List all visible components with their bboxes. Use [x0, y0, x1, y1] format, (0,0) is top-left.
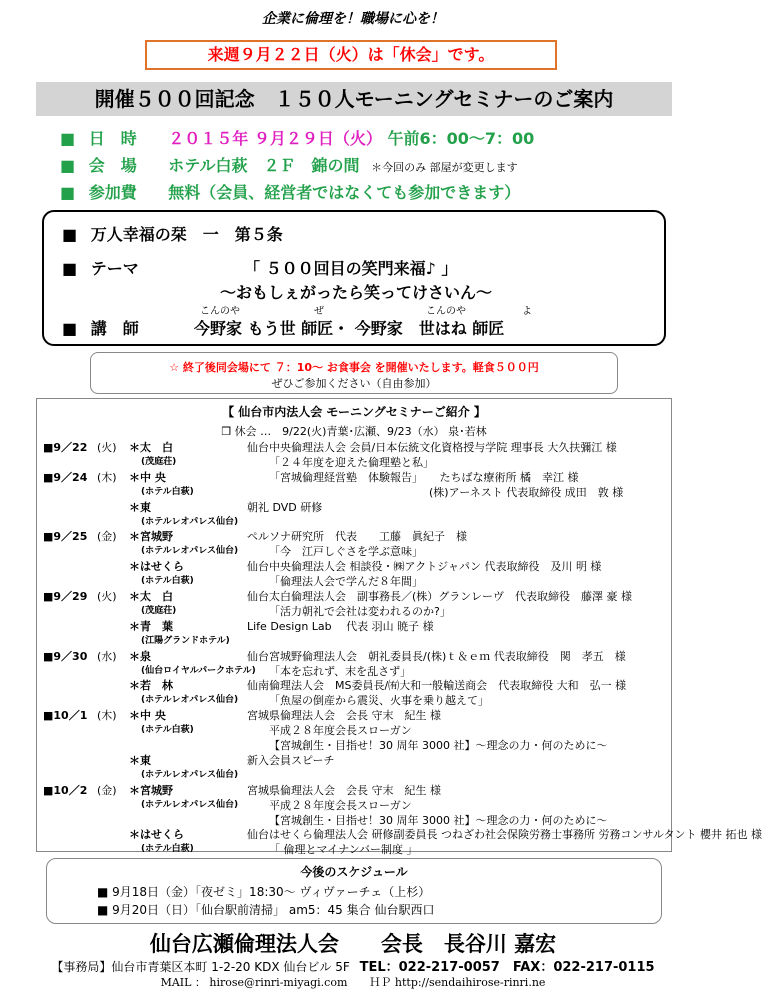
seminar-detail: 朝礼 DVD 研修	[247, 500, 323, 514]
seminar-date: ■9／24	[43, 470, 88, 484]
venue-label: 会 場	[88, 156, 137, 175]
dinner-line1: ☆ 終了後同会場にて ７：10～ お食事会 を開催いたします。軽食５００円	[169, 361, 539, 374]
schedule-item: ■ 9月20日（日）「仙台駅前清掃」 am5：45 集合 仙台駅西口	[97, 903, 435, 917]
seminar-detail: 仙台太白倫理法人会 副事務長／(株）グランレーヴ 代表取締役 藤澤 豪 様	[247, 590, 633, 603]
seminar-venue: (仙台ロイヤルパークホテル)	[141, 665, 256, 676]
seminar-branch: ＊中 央	[129, 709, 166, 723]
seminar-venue: (ホテルレオパレス仙台)	[141, 799, 239, 810]
seminar-detail: 「魚屋の倒産から震災、火事を乗り越えて」	[269, 694, 489, 708]
fee-label: 参加費	[88, 183, 137, 202]
seminar-branch: ＊はせくら	[129, 560, 184, 574]
seminar-weekday: (火)	[97, 590, 117, 603]
seminar-date: ■9／29	[43, 590, 88, 603]
seminar-venue: (ホテル白萩)	[141, 725, 194, 736]
speaker-label: 講 師	[90, 319, 139, 338]
seminar-detail: 宮城県倫理法人会 会長 守末 紀生 様	[247, 783, 441, 797]
theme-row	[62, 256, 139, 279]
seminar-venue: (ホテル白萩)	[141, 576, 194, 587]
seminar-detail: 「２４年度を迎えた倫理塾と私」	[269, 455, 434, 469]
ruby-ze: ぜ	[314, 306, 324, 317]
seminar-detail: Life Design Lab 代表 羽山 暁子 様	[247, 619, 434, 633]
seminar-branch: ＊はせくら	[129, 828, 184, 842]
datetime-time: 午前6：00～7：00	[387, 129, 535, 148]
organization-name: 仙台広瀬倫理法人会 会長 長谷川 嘉宏	[149, 932, 557, 956]
fee-row	[60, 180, 520, 203]
ruby-yo: よ	[522, 306, 532, 317]
seminar-detail: 「本を忘れず、末を乱さず」	[269, 664, 412, 678]
office-tel: TEL：022-217-0057 FAX：022-217-0115	[359, 960, 655, 975]
venue-value: ホテル白萩 ２Ｆ 錦の間	[168, 156, 360, 175]
seminar-venue: (ホテルレオパレス仙台)	[141, 769, 239, 780]
venue-note: ＊今回のみ 部屋が変更します	[371, 161, 518, 174]
seminar-weekday: (金)	[97, 783, 117, 797]
seminar-weekday: (木)	[97, 470, 117, 484]
seminar-detail: 【宮城創生・目指せ！30 周年 3000 社】～理念の力・何のために～	[269, 739, 608, 752]
seminar-date: ■10／2	[43, 783, 88, 797]
seminar-detail: 「活力朝礼で会社は変われるのか?」	[269, 604, 451, 618]
ruby-konoya-2: こんのや	[426, 306, 466, 317]
schedule-heading: 今後のスケジュール	[300, 865, 408, 879]
seminar-branch: ＊東	[129, 500, 151, 514]
seminar-detail: 「宮城倫理経営塾 体験報告」 たちばな療術所 橘 幸江 様	[269, 470, 579, 484]
theme-line1: 「 ５００回目の笑門来福♪ 」	[244, 259, 458, 278]
seminar-branch: ＊青 葉	[129, 619, 173, 633]
datetime-value: ２０１５年 ９月２９日（火）	[168, 129, 382, 148]
bullet-square: ■	[62, 225, 78, 244]
seminar-weekday: (火)	[97, 441, 117, 454]
seminar-detail: 宮城県倫理法人会 会長 守末 紀生 様	[247, 709, 441, 723]
clause-text: 万人幸福の栞 一 第５条	[90, 225, 283, 244]
venue-row	[60, 153, 518, 176]
seminar-weekday: (木)	[97, 709, 117, 723]
seminar-branch: ＊太 白	[129, 590, 173, 603]
seminar-detail: 平成２８年度会長スローガン	[269, 798, 412, 812]
speaker-row	[62, 316, 139, 339]
bullet-square: ■	[60, 129, 76, 148]
seminar-detail: 仙台宮城野倫理法人会 朝礼委員長/(株)ｔ＆ｅｍ 代表取締役 関 孝五 様	[247, 649, 626, 663]
program-box	[42, 210, 666, 346]
seminar-venue: (ホテル白萩)	[141, 844, 194, 855]
datetime-row	[60, 126, 534, 149]
theme-label: テーマ	[90, 259, 139, 278]
seminar-branch: ＊太 白	[129, 441, 173, 454]
seminar-branch: ＊東	[129, 753, 151, 767]
seminar-venue: (ホテルレオパレス仙台)	[141, 546, 239, 557]
seminar-detail: 「今 江戸しぐさを学ぶ意味」	[269, 545, 423, 559]
seminar-detail: 仙南倫理法人会 MS委員長/㈲大和一般輸送商会 代表取締役 大和 弘一 様	[247, 679, 627, 693]
seminar-branch: ＊若 林	[129, 679, 173, 693]
seminar-date: ■9／30	[43, 649, 88, 663]
seminar-venue: (茂庭荘)	[141, 456, 177, 467]
seminar-detail: ペルソナ研究所 代表 工藤 眞紀子 様	[247, 530, 467, 544]
dinner-line2: ぜひご参加ください（自由参加）	[271, 377, 437, 390]
seminar-venue: (江陽グランドホテル)	[141, 635, 230, 646]
seminar-venue: (ホテル白萩)	[141, 486, 194, 497]
seminar-venue: (ホテルレオパレス仙台)	[141, 695, 239, 706]
seminar-date: ■9／25	[43, 530, 88, 544]
datetime-label: 日 時	[88, 129, 137, 148]
bullet-square: ■	[62, 319, 78, 338]
schedule-item: ■ 9月18日（金）「夜ゼミ」18:30～ ヴィヴァーチェ（上杉）	[97, 885, 431, 899]
seminar-detail: 新入会員スピーチ	[247, 753, 335, 767]
seminar-venue: (茂庭荘)	[141, 605, 177, 616]
seminar-weekday: (金)	[97, 530, 117, 544]
seminar-detail: 仙台中央倫理法人会 会員/日本伝統文化資格授与学院 理事長 大久扶彌江 様	[247, 441, 617, 454]
seminar-detail: (株)アーネスト 代表取締役 成田 敦 様	[429, 485, 624, 499]
seminar-weekday: (水)	[97, 649, 117, 663]
schedule-box	[46, 858, 662, 924]
dinner-box	[90, 352, 618, 394]
seminar-detail: 仙台はせくら倫理法人会 研修副委員長 つねざわ社会保険労務士事務所 労務コンサルタント 櫻井 拓也 様	[247, 828, 762, 842]
clause-row	[62, 222, 283, 245]
seminar-detail: 【宮城創生・目指せ！30 周年 3000 社】～理念の力・何のために～	[269, 813, 608, 827]
office-address: 【事務局】仙台市青葉区本町 1-2-20 KDX 仙台ビル 5F	[51, 960, 350, 974]
seminar-detail: 「倫理法人会で学んだ８年間」	[269, 575, 423, 589]
tagline: 企業に倫理を！職場に心を！	[262, 11, 444, 27]
seminar-branch: ＊泉	[129, 649, 151, 663]
seminar-detail: 「 倫理とマイナンバー制度 」	[269, 843, 418, 857]
office-contact: MAIL ： hirose@rinri-miyagi.com ＨＰ http://sendaihirose-rinri.ne	[160, 976, 546, 989]
office-info	[0, 956, 706, 975]
bullet-square: ■	[60, 156, 76, 175]
bullet-square: ■	[62, 259, 78, 278]
seminar-date: ■10／1	[43, 709, 88, 723]
seminar-date: ■9／22	[43, 441, 88, 454]
seminar-branch: ＊中 央	[129, 470, 166, 484]
bullet-square: ■	[60, 183, 76, 202]
holiday-notice: 来週９月２２日（火）は「休会」です。	[145, 40, 557, 70]
seminar-heading: 【 仙台市内法人会 モーニングセミナーご紹介 】	[222, 405, 486, 419]
seminar-branch: ＊宮城野	[129, 783, 173, 797]
seminar-detail: 仙台中央倫理法人会 相談役・㈱アクトジャパン 代表取締役 及川 明 様	[247, 560, 602, 574]
page-title: 開催５００回記念 １５０人モーニングセミナーのご案内	[36, 82, 672, 116]
seminar-detail: 平成２８年度会長スローガン	[269, 724, 412, 738]
ruby-konoya-1: こんのや	[200, 306, 240, 317]
theme-line2: ～おもしぇがったら笑ってけさいん～	[220, 283, 493, 302]
seminar-venue: (ホテルレオパレス仙台)	[141, 516, 239, 527]
seminar-closed: ❒ 休会 … 9/22(火)青葉･広瀬、9/23（水） 泉･若林	[221, 425, 487, 438]
speaker-value: 今野家 もう世 師匠・ 今野家 世はね 師匠	[194, 319, 505, 338]
fee-value: 無料（会員、経営者ではなくても参加できます）	[168, 183, 521, 202]
seminar-box	[36, 398, 762, 857]
seminar-branch: ＊宮城野	[129, 530, 173, 544]
